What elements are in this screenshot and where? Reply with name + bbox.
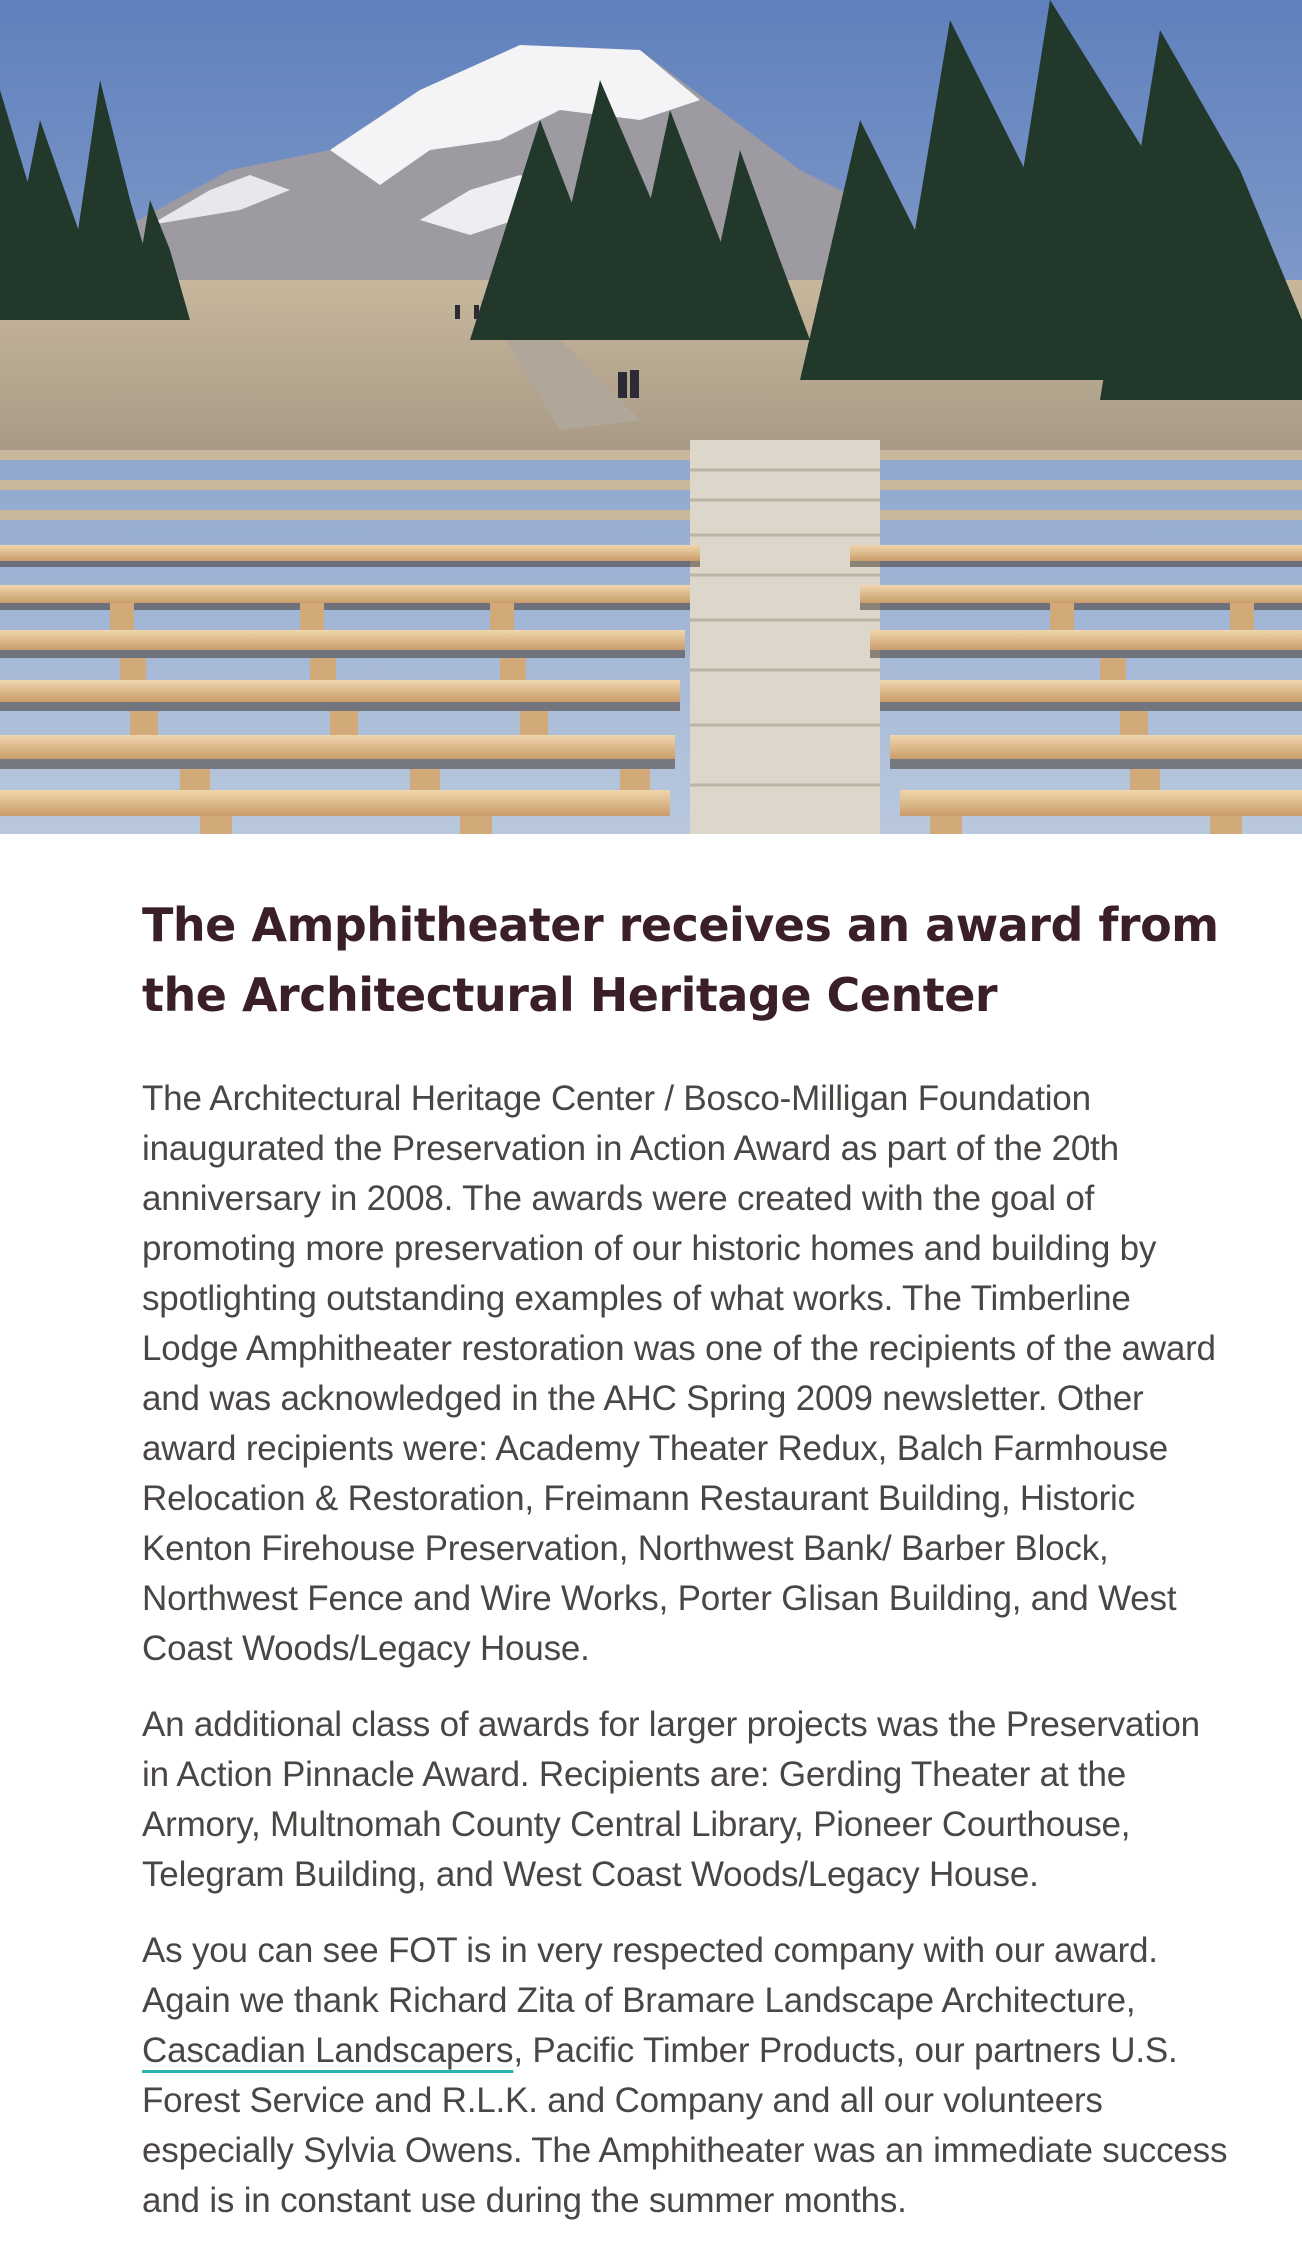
headline-line-1: The Amphitheater receives an award from [142,898,1219,952]
paragraph-thanks-part-1: As you can see FOT is in very respected company with our award. Again we thank Richard Zita of Bramare Landscape Architecture, [142,1931,1158,2020]
paragraph-award-recipients: The Architectural Heritage Center / Bosco-Milligan Foundation inaugurated the Preservation in Action Award as part of the 20th anniversary in 2008. The awards were created with the goal of promoting more preservation of our historic homes and building by spotlighting outstanding examples of what works. The Timberline Lodge Amphitheater restoration was one of the recipients of the award and was acknowledged in the AHC Spring 2009 newsletter. Other award recipients were: Academy Theater Redux, Balch Farmhouse Relocation & Restoration, Freimann Restaurant Building, Historic Kenton Firehouse Preservation, Northwest Bank/ Barber Block, Northwest Fence and Wire Works, Porter Glisan Building, and West Coast Woods/Legacy House. [142,1079,1216,1668]
article-headline [142,890,1232,1030]
paragraph-thanks [142,1926,1232,2226]
article [142,890,1232,2252]
paragraph-pinnacle-award: An additional class of awards for larger projects was the Preservation in Action Pinnacle Award. Recipients are: Gerding Theater at the Armory, Multnomah County Central Library, Pioneer Courthouse, Telegram Building, and West Coast Woods/Legacy House. [142,1705,1200,1894]
headline-line-2: the Architectural Heritage Center [142,968,998,1022]
amphitheater-photo [0,0,1302,834]
cascadian-landscapers-link[interactable]: Cascadian Landscapers [142,2031,514,2070]
paragraph-thanks-part-2: , Pacific Timber Products, our partners U.S. Forest Service and R.L.K. and Company and all our volunteers especially Sylvia Owens. The Amphitheater was an immediate success and is in constant use during the summer months. [142,2031,1228,2220]
